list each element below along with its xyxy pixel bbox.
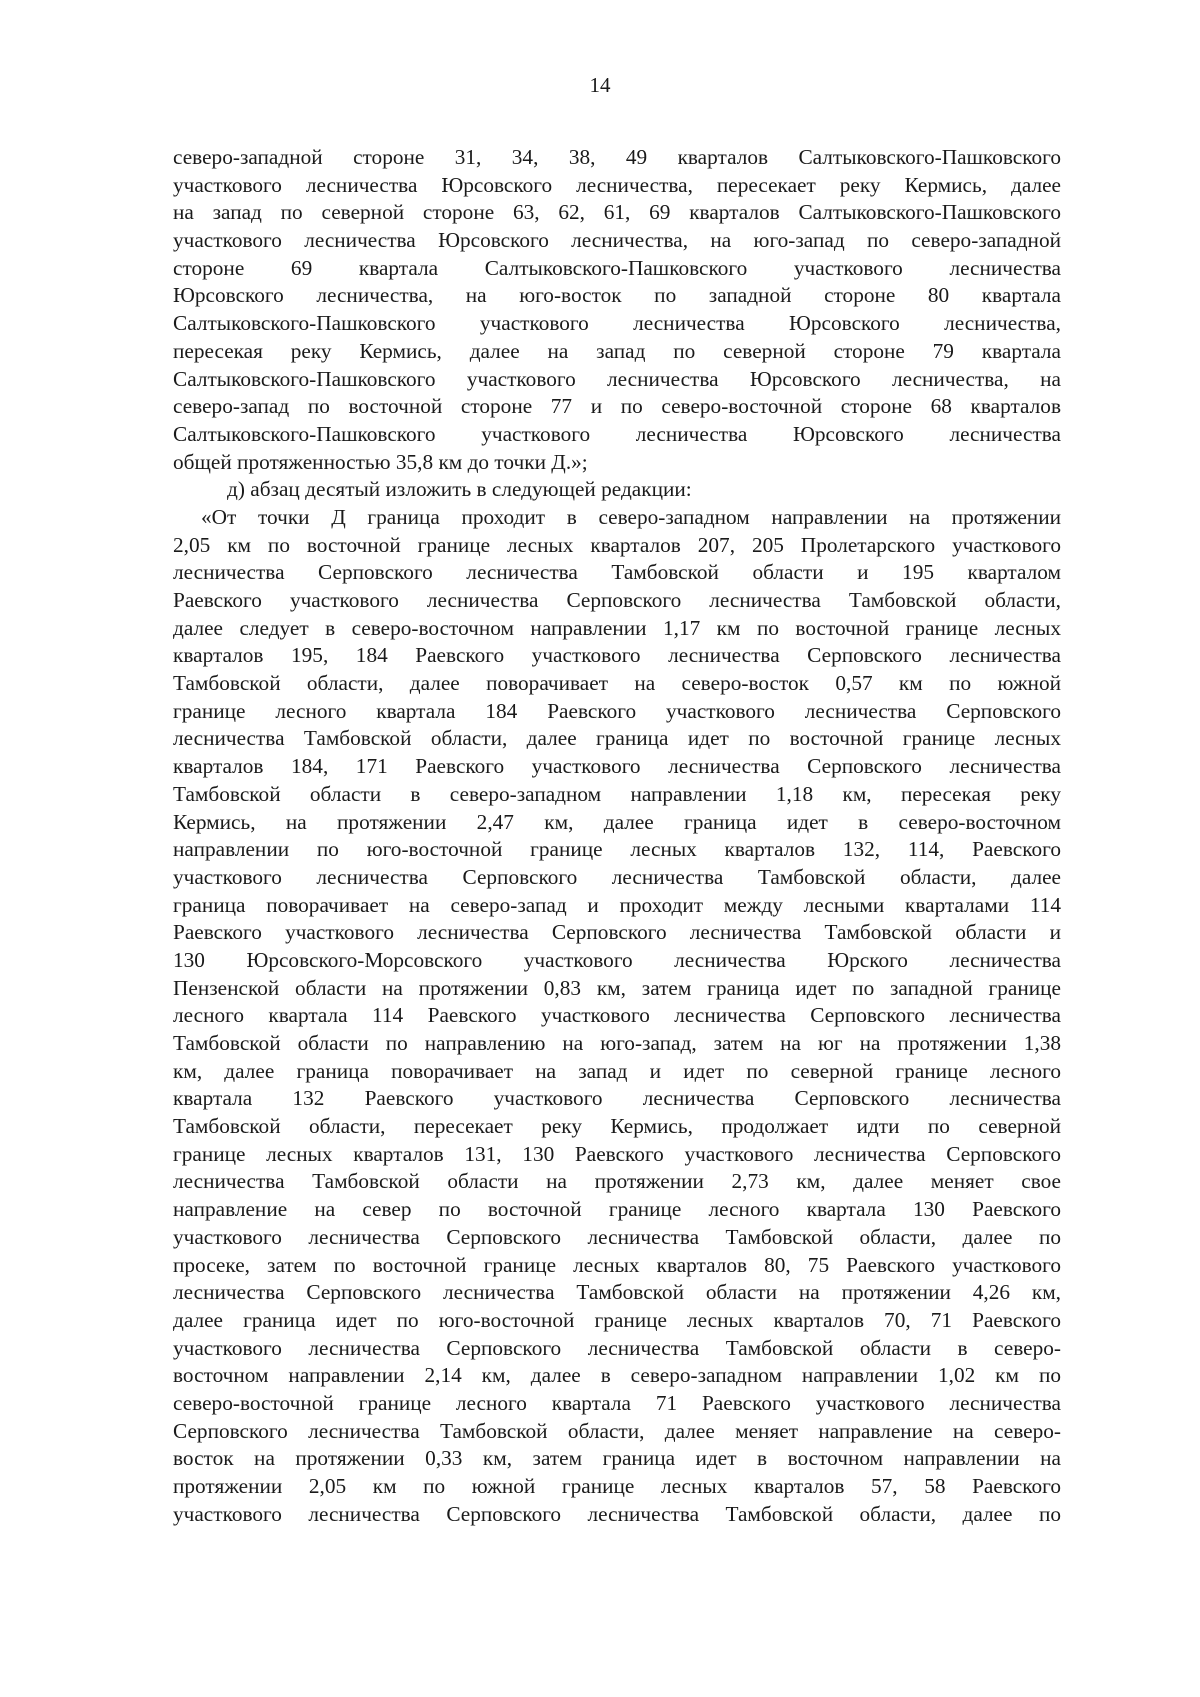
text-line: на запад по северной стороне 63, 62, 61, 69 кварталов Салтыковского-Пашковского [173,200,1061,225]
page-number: 14 [589,73,611,97]
text-line: Тамбовской области, пересекает реку Кермись, продолжает идти по северной [173,1114,1061,1139]
text-line: северо-западной стороне 31, 34, 38, 49 кварталов Салтыковского-Пашковского [173,145,1061,169]
text-line: лесничества Тамбовской области на протяжении 2,73 км, далее меняет свое [173,1169,1061,1194]
text-line: пересекая реку Кермись, далее на запад по северной стороне 79 квартала [173,338,1061,363]
text-line: северо-запад по восточной стороне 77 и по северо-восточной стороне 68 кварталов [173,394,1061,419]
paragraph [173,504,1061,1528]
text-line: Салтыковского-Пашковского участкового лесничества Юрсовского лесничества, [173,311,1061,336]
text-line: общей протяженностью 35,8 км до точки Д.»; [173,449,588,474]
text-line: Раевского участкового лесничества Серповского лесничества Тамбовской области, [173,588,1061,612]
text-line: Салтыковского-Пашковского участкового лесничества Юрсовского лесничества, на [173,366,1061,391]
text-line: д) абзац десятый изложить в следующей редакции: [227,477,692,502]
text-line: лесного квартала 114 Раевского участкового лесничества Серповского лесничества [173,1003,1061,1028]
text-line: участкового лесничества Серповского лесничества Тамбовской области, далее [173,864,1061,889]
text-line: восток на протяжении 0,33 км, затем граница идет в восточном направлении на [173,1446,1061,1471]
paragraph [173,144,1061,476]
text-line: стороне 69 квартала Салтыковского-Пашковского участкового лесничества [173,255,1061,280]
text-line: направление на север по восточной границе лесного квартала 130 Раевского [173,1197,1061,1222]
text-line: далее граница идет по юго-восточной границе лесных кварталов 70, 71 Раевского [173,1307,1061,1332]
text-line: лесничества Серповского лесничества Тамбовской области и 195 кварталом [173,560,1061,585]
text-line: Юрсовского лесничества, на юго-восток по западной стороне 80 квартала [173,283,1061,308]
text-line: Тамбовской области по направлению на юго-запад, затем на юг на протяжении 1,38 [173,1031,1061,1055]
text-line: участкового лесничества Юрсовского лесничества, на юго-запад по северо-западной [173,228,1061,253]
document-body [173,144,1061,1528]
text-line: участкового лесничества Юрсовского лесничества, пересекает реку Кермись, далее [173,172,1061,197]
text-line: участкового лесничества Серповского лесничества Тамбовской области, далее по [173,1501,1061,1526]
text-line: лесничества Тамбовской области, далее граница идет по восточной границе лесных [173,726,1061,751]
text-line: «От точки Д граница проходит в северо-западном направлении на протяжении [201,504,1061,529]
text-line: восточном направлении 2,14 км, далее в северо-западном направлении 1,02 км по [173,1363,1061,1388]
text-line: Салтыковского-Пашковского участкового лесничества Юрсовского лесничества [173,421,1061,446]
text-line: границе лесных кварталов 131, 130 Раевского участкового лесничества Серповского [173,1141,1061,1166]
text-line: Серповского лесничества Тамбовской области, далее меняет направление на северо- [173,1418,1061,1443]
text-line: кварталов 184, 171 Раевского участкового лесничества Серповского лесничества [173,754,1061,779]
text-line: протяжении 2,05 км по южной границе лесных кварталов 57, 58 Раевского [173,1474,1061,1498]
text-line: Пензенской области на протяжении 0,83 км, затем граница идет по западной границе [173,975,1061,1000]
text-line: квартала 132 Раевского участкового лесничества Серповского лесничества [173,1086,1061,1111]
text-line: просеке, затем по восточной границе лесных кварталов 80, 75 Раевского участкового [173,1252,1061,1277]
text-line: далее следует в северо-восточном направлении 1,17 км по восточной границе лесных [173,615,1061,640]
text-line: направлении по юго-восточной границе лесных кварталов 132, 114, Раевского [173,837,1061,862]
text-line: км, далее граница поворачивает на запад и идет по северной границе лесного [173,1058,1061,1083]
text-line: Тамбовской области в северо-западном направлении 1,18 км, пересекая реку [173,781,1061,806]
text-line: Раевского участкового лесничества Серповского лесничества Тамбовской области и [173,920,1061,945]
text-line: Кермись, на протяжении 2,47 км, далее граница идет в северо-восточном [173,809,1061,834]
text-line: 130 Юрсовского-Морсовского участкового лесничества Юрского лесничества [173,947,1061,972]
text-line: лесничества Серповского лесничества Тамбовской области на протяжении 4,26 км, [173,1280,1061,1305]
text-line: северо-восточной границе лесного квартала 71 Раевского участкового лесничества [173,1390,1061,1415]
text-line: участкового лесничества Серповского лесничества Тамбовской области, далее по [173,1224,1061,1249]
text-line: границе лесного квартала 184 Раевского участкового лесничества Серповского [173,698,1061,723]
text-line: участкового лесничества Серповского лесничества Тамбовской области в северо- [173,1335,1061,1360]
text-line: 2,05 км по восточной границе лесных кварталов 207, 205 Пролетарского участкового [173,532,1061,557]
text-line: кварталов 195, 184 Раевского участкового лесничества Серповского лесничества [173,643,1061,668]
paragraph [173,476,1061,504]
text-line: граница поворачивает на северо-запад и проходит между лесными кварталами 114 [173,892,1061,917]
text-line: Тамбовской области, далее поворачивает на северо-восток 0,57 км по южной [173,671,1061,696]
